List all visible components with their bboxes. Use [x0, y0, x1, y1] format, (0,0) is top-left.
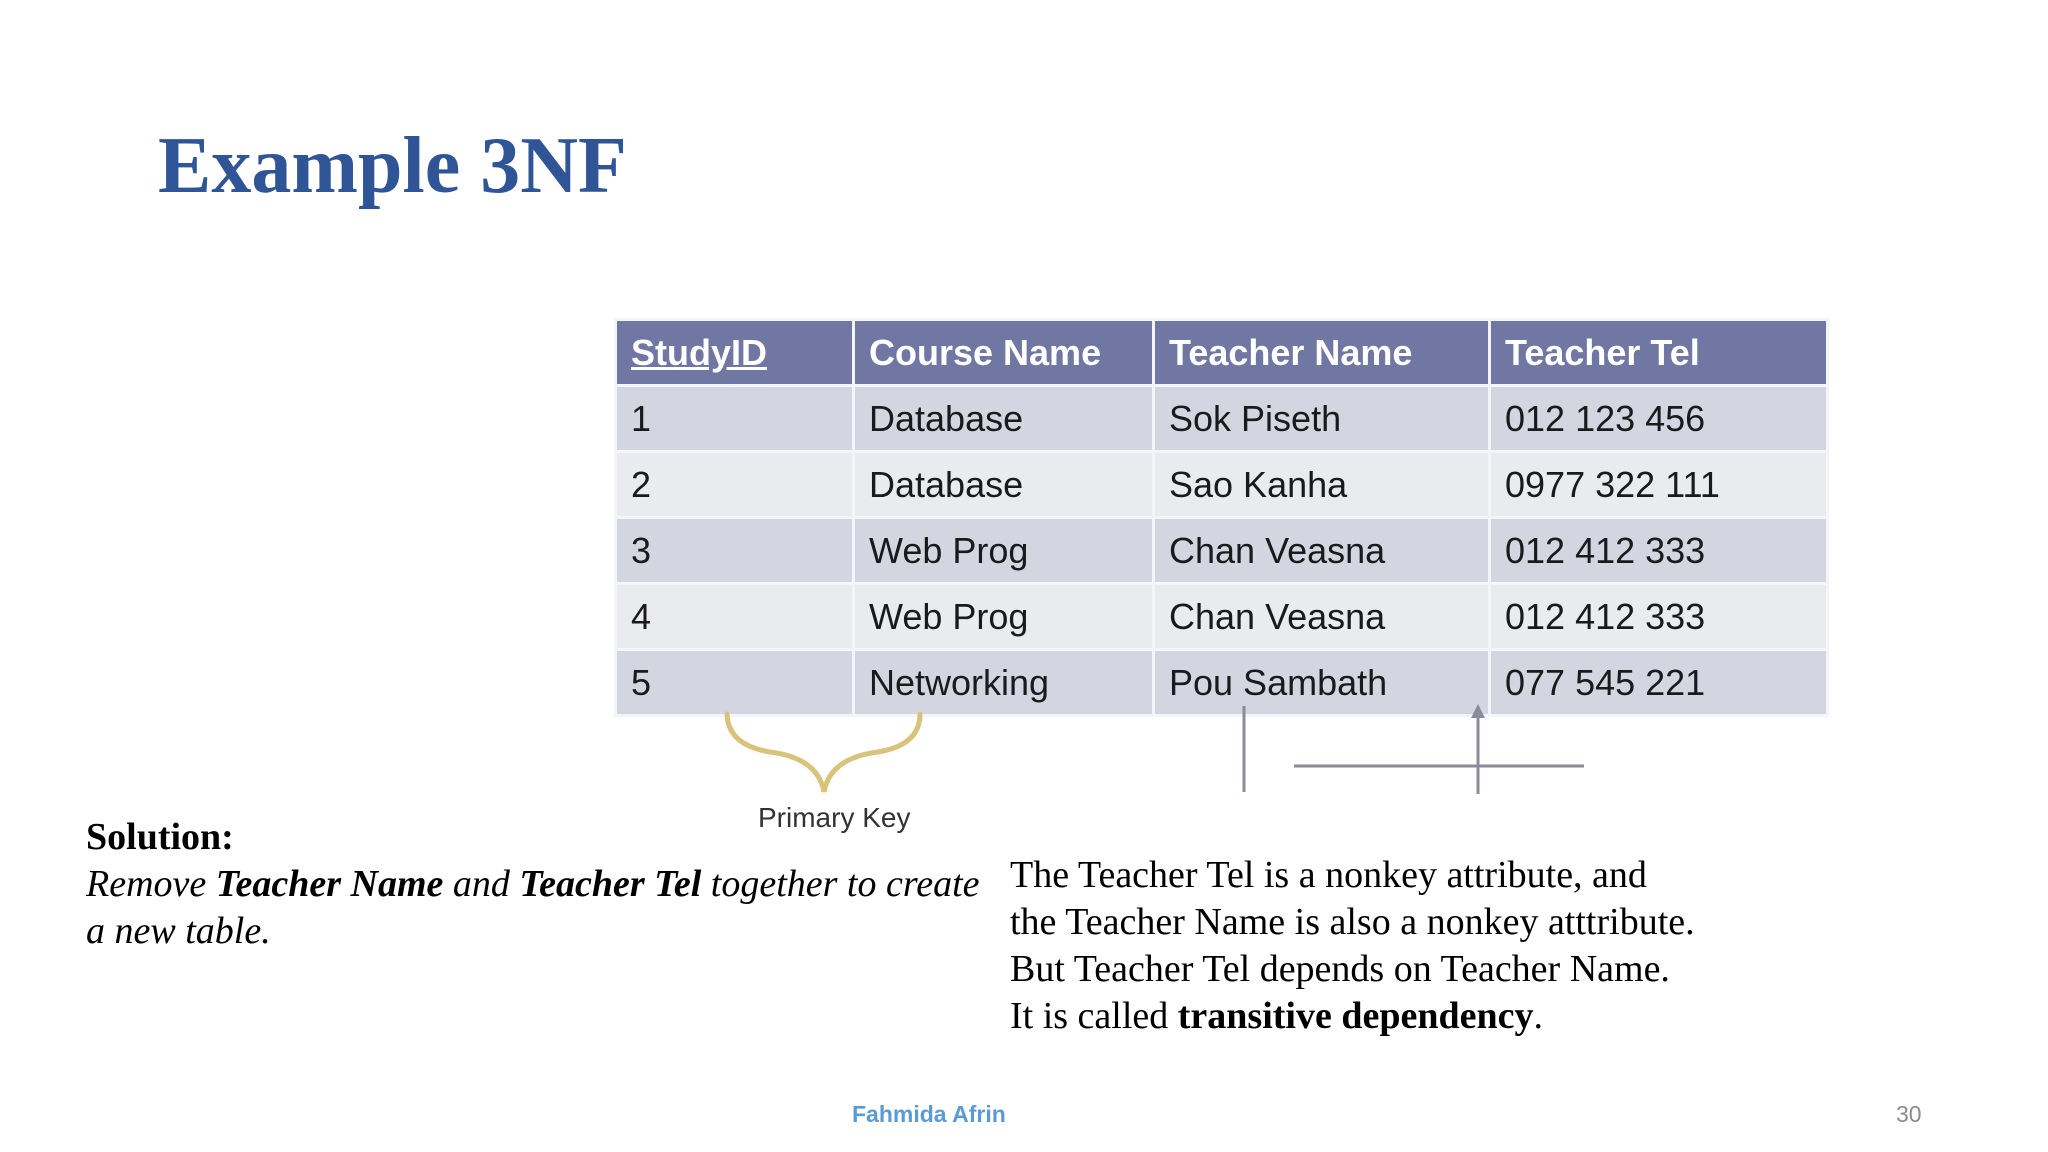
footer-author: Fahmida Afrin	[852, 1101, 1006, 1127]
explanation-bold-term: transitive dependency	[1177, 995, 1534, 1037]
table-cell: Chan Veasna	[1154, 518, 1490, 584]
dependency-arrowhead-icon	[1471, 704, 1485, 718]
explanation-line: the Teacher Name is also a nonkey atttribute.	[1010, 901, 1695, 943]
solution-block	[86, 814, 986, 955]
explanation-text-part: .	[1533, 995, 1543, 1037]
solution-text	[86, 861, 986, 955]
table-cell: Web Prog	[854, 518, 1154, 584]
column-header-teacher-name: Teacher Name	[1154, 320, 1490, 386]
table-cell: 012 412 333	[1490, 584, 1828, 650]
primary-key-label: Primary Key	[758, 802, 911, 833]
table-cell: Chan Veasna	[1154, 584, 1490, 650]
explanation-block	[1010, 852, 1890, 1040]
explanation-line: But Teacher Tel depends on Teacher Name.	[1010, 948, 1670, 990]
table-cell: 012 123 456	[1490, 386, 1828, 452]
solution-text-part: and	[443, 863, 520, 905]
table-cell: 3	[616, 518, 854, 584]
table-cell: 5	[616, 650, 854, 716]
table-cell: Database	[854, 452, 1154, 518]
explanation-text-part: It is called	[1010, 995, 1178, 1037]
table-cell: 2	[616, 452, 854, 518]
solution-bold-teacher-tel: Teacher Tel	[519, 863, 702, 905]
page-number: 30	[1896, 1101, 1922, 1127]
table-cell: Sao Kanha	[1154, 452, 1490, 518]
solution-text-part: Remove	[86, 863, 216, 905]
table-cell: 0977 322 111	[1490, 452, 1828, 518]
slide-title: Example 3NF	[158, 122, 627, 210]
solution-text-part: together to create a new table.	[86, 863, 980, 952]
table-cell: 012 412 333	[1490, 518, 1828, 584]
table-cell: Networking	[854, 650, 1154, 716]
table-cell: 1	[616, 386, 854, 452]
table-cell: Sok Piseth	[1154, 386, 1490, 452]
column-header-teacher-tel: Teacher Tel	[1490, 320, 1828, 386]
table-cell: Database	[854, 386, 1154, 452]
column-header-course-name: Course Name	[854, 320, 1154, 386]
table-cell: Pou Sambath	[1154, 650, 1490, 716]
primary-key-brace-icon	[727, 714, 920, 792]
table-cell: 4	[616, 584, 854, 650]
table-cell: 077 545 221	[1490, 650, 1828, 716]
solution-bold-teacher-name: Teacher Name	[215, 863, 444, 905]
explanation-line	[1010, 993, 1890, 1040]
explanation-line: The Teacher Tel is a nonkey attribute, and	[1010, 854, 1647, 896]
table-cell: Web Prog	[854, 584, 1154, 650]
solution-heading: Solution:	[86, 816, 234, 858]
column-header-studyid: StudyID	[616, 320, 854, 386]
